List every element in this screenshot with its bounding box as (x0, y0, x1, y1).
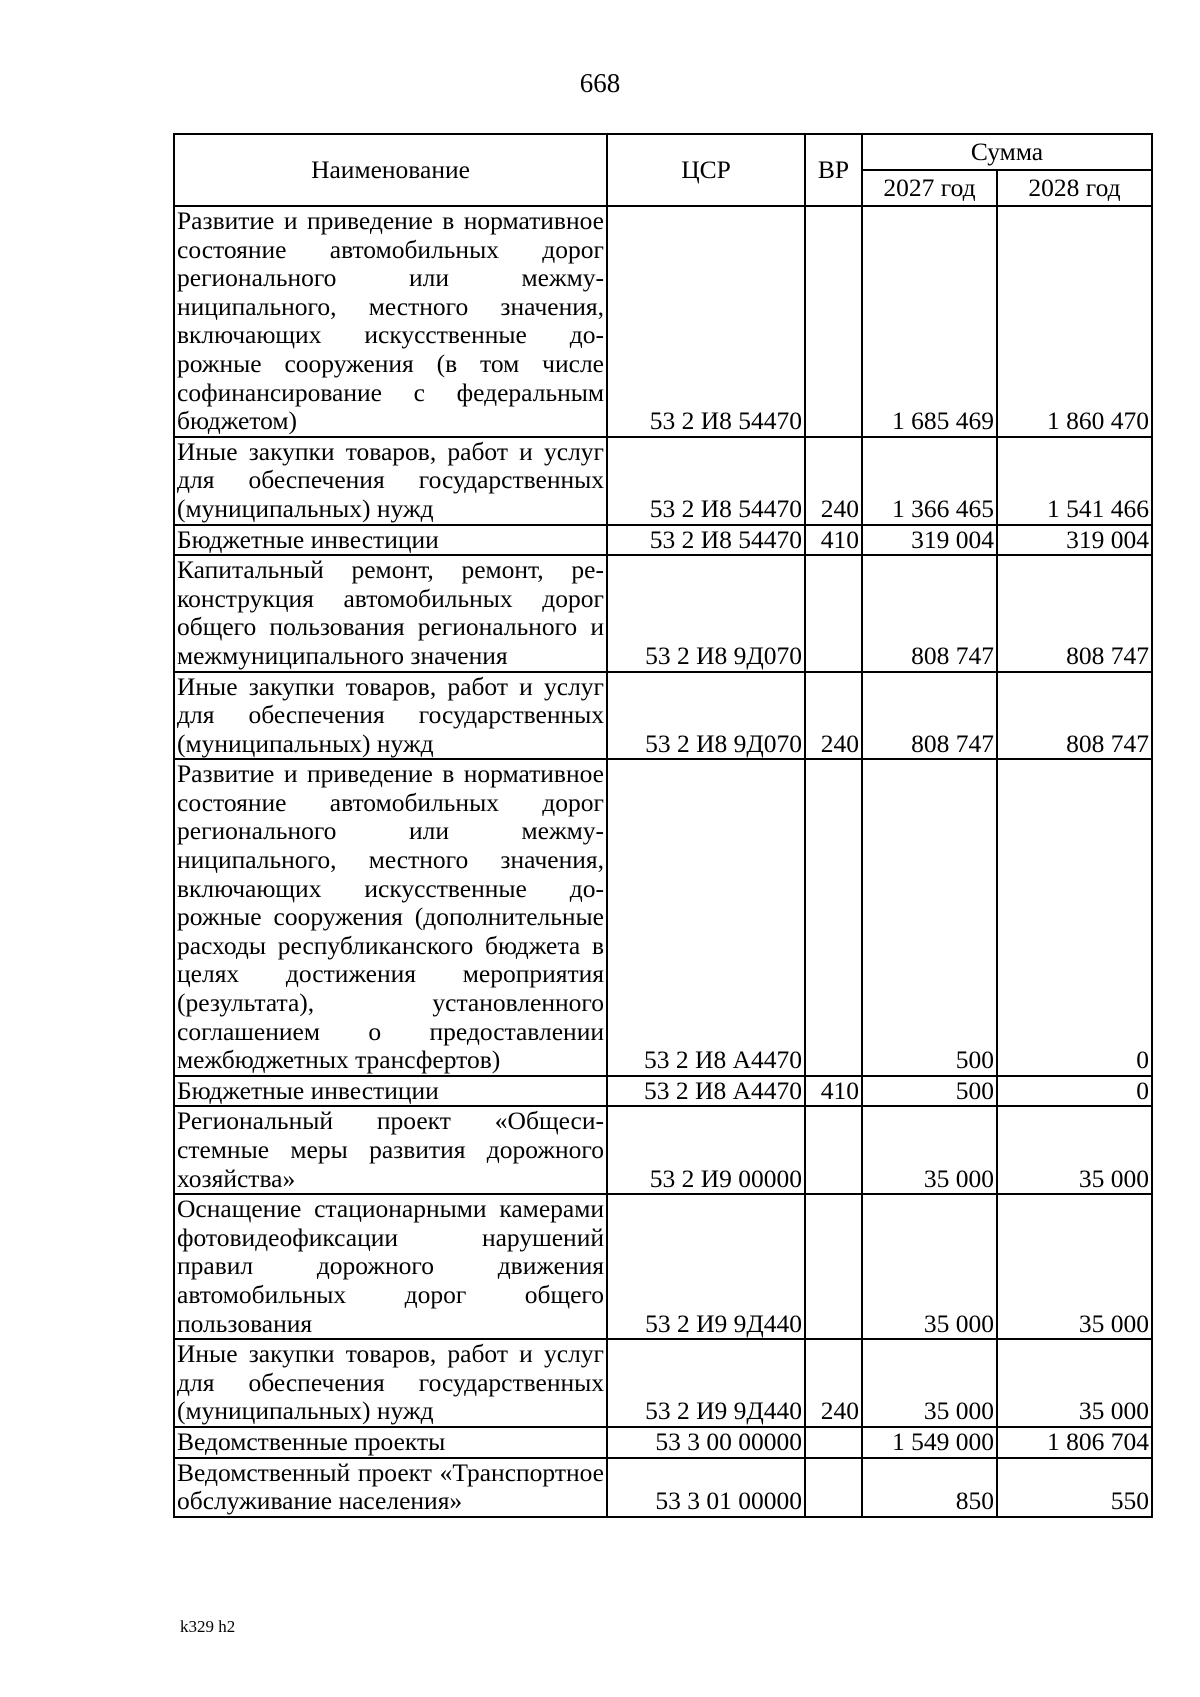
table-body (174, 206, 1152, 1517)
row-name-cell: Иные закупки товаров, работ и услуг для обеспечения государственных (муниципальных) нужд (174, 1339, 607, 1427)
row-sum-2028-cell: 0 (997, 759, 1152, 1076)
row-name-cell: Иные закупки товаров, работ и услуг для обеспечения государственных (муниципальных) нужд (174, 672, 607, 760)
row-csr-cell: 53 2 И8 А4470 (607, 1076, 805, 1107)
row-name-cell: Иные закупки товаров, работ и услуг для обеспечения государственных (муниципальных) нужд (174, 437, 607, 525)
row-vr-cell (805, 1194, 862, 1339)
header-name: Наименование (174, 134, 607, 206)
row-vr-cell (805, 555, 862, 671)
row-name-cell: Ведомственные проекты (174, 1427, 607, 1458)
row-sum-2027-cell: 1 549 000 (862, 1427, 997, 1458)
row-sum-2028-cell: 1 541 466 (997, 437, 1152, 525)
row-name-cell: Капитальный ремонт, ремонт, реконструкция автомобильных дорог общего пользования регионального и межмуниципального значения (174, 555, 607, 671)
row-name-cell: Бюджетные инвестиции (174, 525, 607, 556)
table-row (174, 206, 1152, 437)
header-vr: ВР (805, 134, 862, 206)
table-row (174, 1339, 1152, 1427)
row-csr-cell: 53 2 И8 9Д070 (607, 672, 805, 760)
row-name-cell: Развитие и приведение в нормативное состояние автомобильных дорог регионального или межмуниципального, местного значения, включающих искусственные дорожные сооружения (дополнительные расходы республиканского бюджета в целях достижения мероприятия (результата), установленного соглашением о предоставлении межбюджетных трансфертов) (174, 759, 607, 1076)
row-csr-cell: 53 2 И8 54470 (607, 206, 805, 437)
row-name-cell: Развитие и приведение в нормативное состояние автомобильных дорог регионального или межмуниципального, местного значения, включающих искусственные дорожные сооружения (в том числе софинансирование с федеральным бюджетом) (174, 206, 607, 437)
row-vr-cell (805, 1458, 862, 1517)
table-row (174, 437, 1152, 525)
row-sum-2027-cell: 850 (862, 1458, 997, 1517)
header-sum: Сумма (862, 134, 1152, 170)
row-csr-cell: 53 2 И8 54470 (607, 525, 805, 556)
table-row (174, 1194, 1152, 1339)
row-sum-2028-cell: 1 806 704 (997, 1427, 1152, 1458)
row-sum-2027-cell: 500 (862, 1076, 997, 1107)
table-row (174, 1106, 1152, 1194)
header-year-2027: 2027 год (862, 170, 997, 206)
table-row (174, 525, 1152, 556)
row-name-cell: Региональный проект «Общесистемные меры развития дорожного хозяйства» (174, 1106, 607, 1194)
table-row (174, 1076, 1152, 1107)
table-header-row (174, 134, 1152, 170)
row-csr-cell: 53 3 00 00000 (607, 1427, 805, 1458)
row-vr-cell: 240 (805, 672, 862, 760)
table-row (174, 1427, 1152, 1458)
row-sum-2027-cell: 500 (862, 759, 997, 1076)
row-sum-2028-cell: 319 004 (997, 525, 1152, 556)
row-sum-2027-cell: 808 747 (862, 672, 997, 760)
row-sum-2027-cell: 808 747 (862, 555, 997, 671)
row-name-cell: Бюджетные инвестиции (174, 1076, 607, 1107)
row-sum-2027-cell: 35 000 (862, 1339, 997, 1427)
row-sum-2027-cell: 35 000 (862, 1106, 997, 1194)
table-row (174, 1458, 1152, 1517)
row-vr-cell: 410 (805, 1076, 862, 1107)
row-sum-2028-cell: 808 747 (997, 555, 1152, 671)
row-sum-2027-cell: 319 004 (862, 525, 997, 556)
row-sum-2028-cell: 35 000 (997, 1194, 1152, 1339)
table-row (174, 555, 1152, 671)
row-sum-2027-cell: 1 366 465 (862, 437, 997, 525)
row-vr-cell (805, 206, 862, 437)
row-vr-cell (805, 759, 862, 1076)
row-csr-cell: 53 2 И9 9Д440 (607, 1339, 805, 1427)
row-csr-cell: 53 3 01 00000 (607, 1458, 805, 1517)
row-csr-cell: 53 2 И8 А4470 (607, 759, 805, 1076)
row-name-cell: Ведомственный проект «Транспортное обслуживание населения» (174, 1458, 607, 1517)
row-vr-cell: 240 (805, 437, 862, 525)
footer-code: k329 h2 (180, 1617, 236, 1636)
header-csr: ЦСР (607, 134, 805, 206)
row-sum-2027-cell: 1 685 469 (862, 206, 997, 437)
row-csr-cell: 53 2 И8 54470 (607, 437, 805, 525)
row-sum-2028-cell: 35 000 (997, 1106, 1152, 1194)
row-csr-cell: 53 2 И8 9Д070 (607, 555, 805, 671)
row-vr-cell: 240 (805, 1339, 862, 1427)
row-vr-cell (805, 1427, 862, 1458)
row-sum-2028-cell: 808 747 (997, 672, 1152, 760)
row-sum-2028-cell: 35 000 (997, 1339, 1152, 1427)
row-csr-cell: 53 2 И9 00000 (607, 1106, 805, 1194)
header-year-2028: 2028 год (997, 170, 1152, 206)
row-sum-2028-cell: 550 (997, 1458, 1152, 1517)
row-sum-2027-cell: 35 000 (862, 1194, 997, 1339)
budget-table (173, 133, 1153, 1518)
table-row (174, 672, 1152, 760)
row-vr-cell: 410 (805, 525, 862, 556)
page-number: 668 (579, 68, 621, 98)
row-name-cell: Оснащение стационарными камерами фотовидеофиксации нарушений правил дорожного движения автомобильных дорог общего пользования (174, 1194, 607, 1339)
table-row (174, 759, 1152, 1076)
row-sum-2028-cell: 0 (997, 1076, 1152, 1107)
row-vr-cell (805, 1106, 862, 1194)
row-csr-cell: 53 2 И9 9Д440 (607, 1194, 805, 1339)
row-sum-2028-cell: 1 860 470 (997, 206, 1152, 437)
